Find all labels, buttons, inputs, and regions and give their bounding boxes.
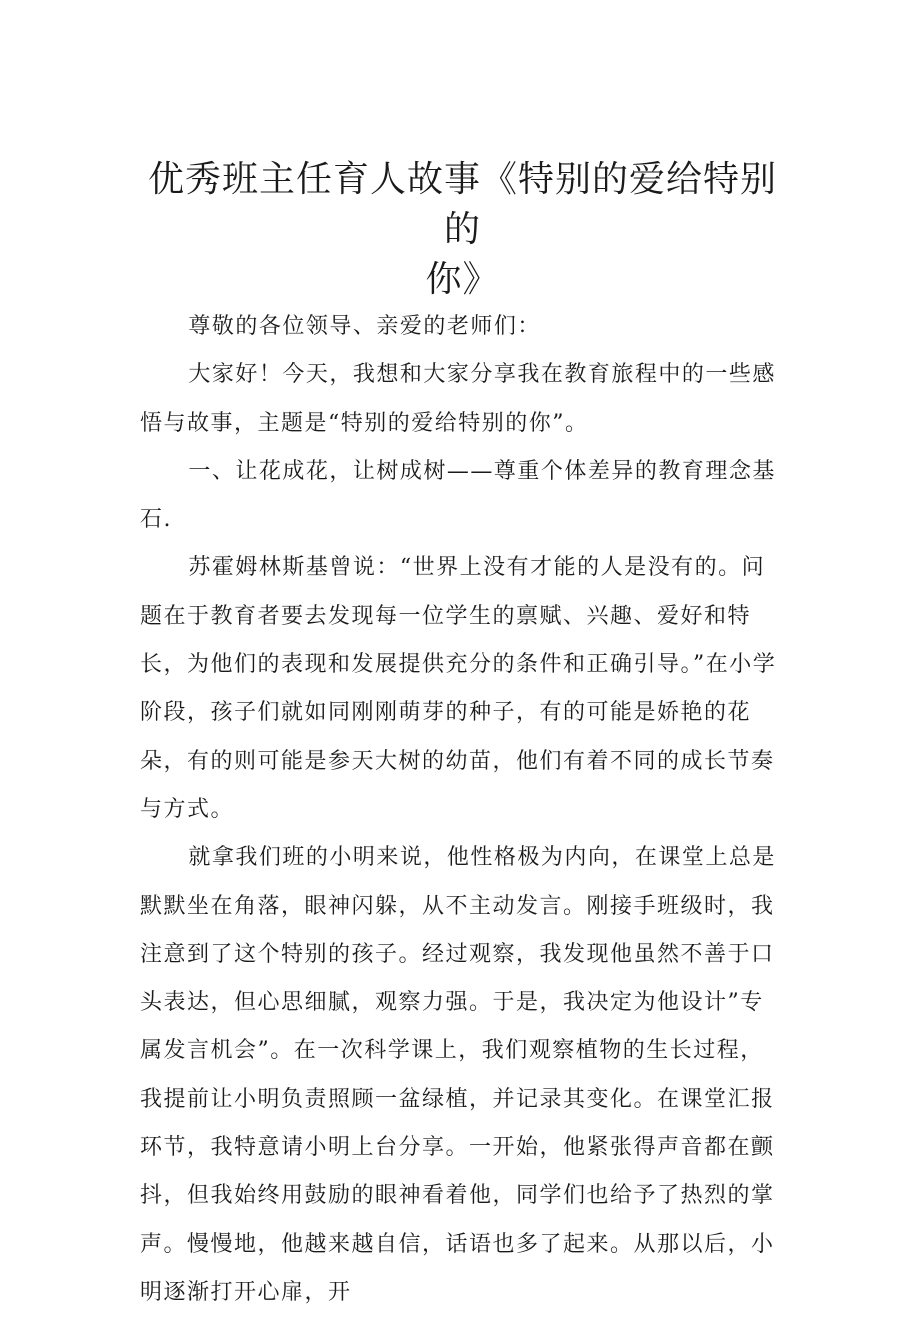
document-title	[140, 155, 785, 305]
paragraph-greeting: 大家好！今天，我想和大家分享我在教育旅程中的一些感悟与故事，主题是“特别的爱给特别的你”。	[140, 362, 776, 436]
paragraph-salutation: 尊敬的各位领导、亲爱的老师们：	[188, 314, 541, 339]
section-heading: 一、让花成花，让树成树——尊重个体差异的教育理念基石.	[140, 458, 776, 533]
document-body	[140, 303, 785, 1317]
document-title-line-2: 你》	[425, 259, 500, 300]
document-title-line-1: 优秀班主任育人故事《特别的爱给特别的	[147, 159, 777, 250]
paragraph-quote: 苏霍姆林斯基曾说：“世界上没有才能的人是没有的。问题在于教育者要去发现每一位学生的禀赋、兴趣、爱好和特长，为他们的表现和发展提供充分的条件和正确引导。”在小学阶段，孩子们就如同刚刚萌芽的种子，有的可能是娇艳的花朵，有的则可能是参天大树的幼苗，他们有着不同的成长节奏与方式。	[140, 555, 777, 822]
paragraph-story: 就拿我们班的小明来说，他性格极为内向，在课堂上总是默默坐在角落，眼神闪躲，从不主动发言。刚接手班级时，我注意到了这个特别的孩子。经过观察，我发现他虽然不善于口头表达，但心思细腻，观察力强。于是，我决定为他设计”专属发言机会”。在一次科学课上，我们观察植物的生长过程，我提前让小明负责照顾一盆绿植，并记录其变化。在课堂汇报环节，我特意请小明上台分享。一开始，他紧张得声音都在颤抖，但我始终用鼓励的眼神看着他，同学们也给予了热烈的掌声。慢慢地，他越来越自信，话语也多了起来。从那以后，小明逐渐打开心扉，开	[140, 845, 776, 1305]
